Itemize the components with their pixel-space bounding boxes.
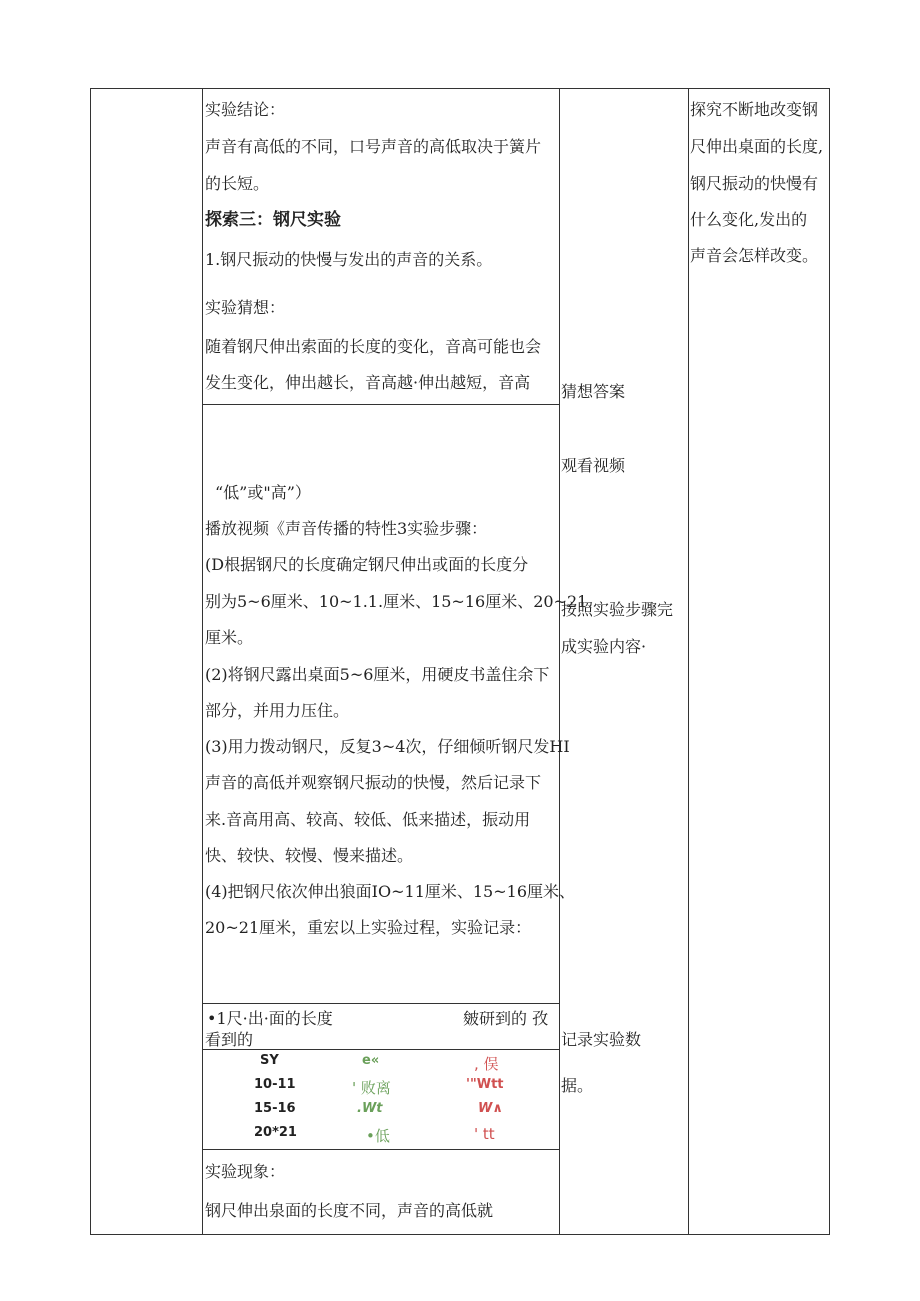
guess-title: 实验猜想： [205, 298, 286, 317]
step1-line-2: 别为5~6厘米、10~1.1.厘米、15~16厘米、20~21 [205, 592, 588, 611]
inquiry-line-3: 钢尺振动的快慢有 [690, 174, 819, 193]
row-length: 15-16 [254, 1101, 296, 1116]
step2-line-2: 部分，并用力压住。 [205, 701, 350, 720]
step3-line-2: 声音的高低并观察钢尺振动的快慢，然后记录下 [205, 773, 542, 792]
section-title: 探索三：钢尺实验 [205, 210, 341, 230]
conclusion-title: 实验结论： [205, 100, 286, 119]
step3-line-3: 来.音高用高、较高、较低、低来描述，振动用 [205, 810, 531, 829]
row-pitch: ' 败离 [352, 1079, 391, 1097]
row-vibration: , 俣 [474, 1055, 499, 1073]
question-1: 1.钢尺振动的快慢与发出的声音的关系。 [205, 250, 493, 269]
row-pitch: .Wt [357, 1101, 383, 1116]
step2-line-1: (2)将钢尺露出桌面5~6厘米，用硬皮书盖住余下 [205, 665, 550, 684]
record-table-header-right: 皴研到的 孜 [463, 1009, 549, 1028]
conclusion-line-2: 的长短。 [205, 174, 270, 193]
record-data-line-1: 记录实验数 [561, 1030, 642, 1049]
row-pitch: •低 [366, 1127, 390, 1145]
step1-line-3: 厘米。 [205, 628, 254, 647]
table-row [202, 1125, 559, 1149]
phenomenon-title: 实验现象： [205, 1162, 286, 1181]
guess-answer: 猜想答案 [561, 382, 626, 401]
inquiry-line-2: 尺伸出桌面的长度, [690, 137, 824, 156]
row-pitch: e« [362, 1053, 380, 1068]
row-length: 20*21 [254, 1125, 297, 1140]
record-table-header-line-2: 看到的 [205, 1030, 254, 1049]
guess-line-3: “低”或"高”） [215, 483, 311, 502]
inquiry-line-4: 什么变化,发出的 [690, 210, 808, 229]
inquiry-line-5: 声音会怎样改变。 [690, 246, 819, 265]
row-vibration: W∧ [478, 1101, 503, 1116]
table-col-line-1 [90, 88, 91, 1235]
row-vibration: ' tt [474, 1125, 495, 1143]
table-col-line-5 [829, 88, 830, 1235]
col2-divider-1 [202, 404, 559, 405]
col2-divider-3 [202, 1049, 559, 1050]
record-table-header-left: •1尺·出·面的长度 [207, 1009, 333, 1028]
row-vibration: '"Wtt [466, 1077, 504, 1092]
record-table [202, 1053, 559, 1147]
table-col-line-4 [688, 88, 689, 1235]
video-line: 播放视频《声音传播的特性3实验步骤： [205, 519, 488, 538]
table-col-line-3 [559, 88, 560, 1235]
conclusion-line-1: 声音有高低的不同，口号声音的高低取决于簧片 [205, 137, 542, 156]
table-row [202, 1101, 559, 1125]
guess-line-2: 发生变化，伸出越长，音高越·伸出越短，音高 [205, 373, 531, 392]
row-length: SY [260, 1053, 279, 1068]
step3-line-4: 快、较快、较慢、慢来描述。 [205, 846, 414, 865]
follow-steps-line-2: 成实验内容· [561, 637, 647, 656]
follow-steps-line-1: 按照实验步骤完 [561, 600, 674, 619]
table-top-border [90, 88, 830, 89]
table-row [202, 1077, 559, 1101]
step4-line-2: 20~21厘米，重宏以上实验过程，实验记录： [205, 918, 532, 937]
record-data-line-2: 据。 [561, 1076, 594, 1095]
col2-divider-2 [202, 1003, 559, 1004]
guess-line-1: 随着钢尺伸出索面的长度的变化，音高可能也会 [205, 337, 542, 356]
step1-line-1: (D根据钢尺的长度确定钢尺伸出或面的长度分 [205, 555, 529, 574]
inquiry-line-1: 探究不断地改变钢 [690, 100, 819, 119]
step4-line-1: (4)把钢尺依次伸出狼面IO~11厘米、15~16厘米、 [205, 882, 575, 901]
phenomenon-line-1: 钢尺伸出泉面的长度不同，声音的高低就 [205, 1201, 494, 1220]
watch-video: 观看视频 [561, 456, 626, 475]
row-length: 10-11 [254, 1077, 296, 1092]
table-row [202, 1053, 559, 1077]
col2-divider-4 [202, 1149, 559, 1150]
table-bottom-border [90, 1234, 830, 1235]
step3-line-1: (3)用力拨动钢尺，反复3~4次，仔细倾听钢尺发HI [205, 737, 570, 756]
